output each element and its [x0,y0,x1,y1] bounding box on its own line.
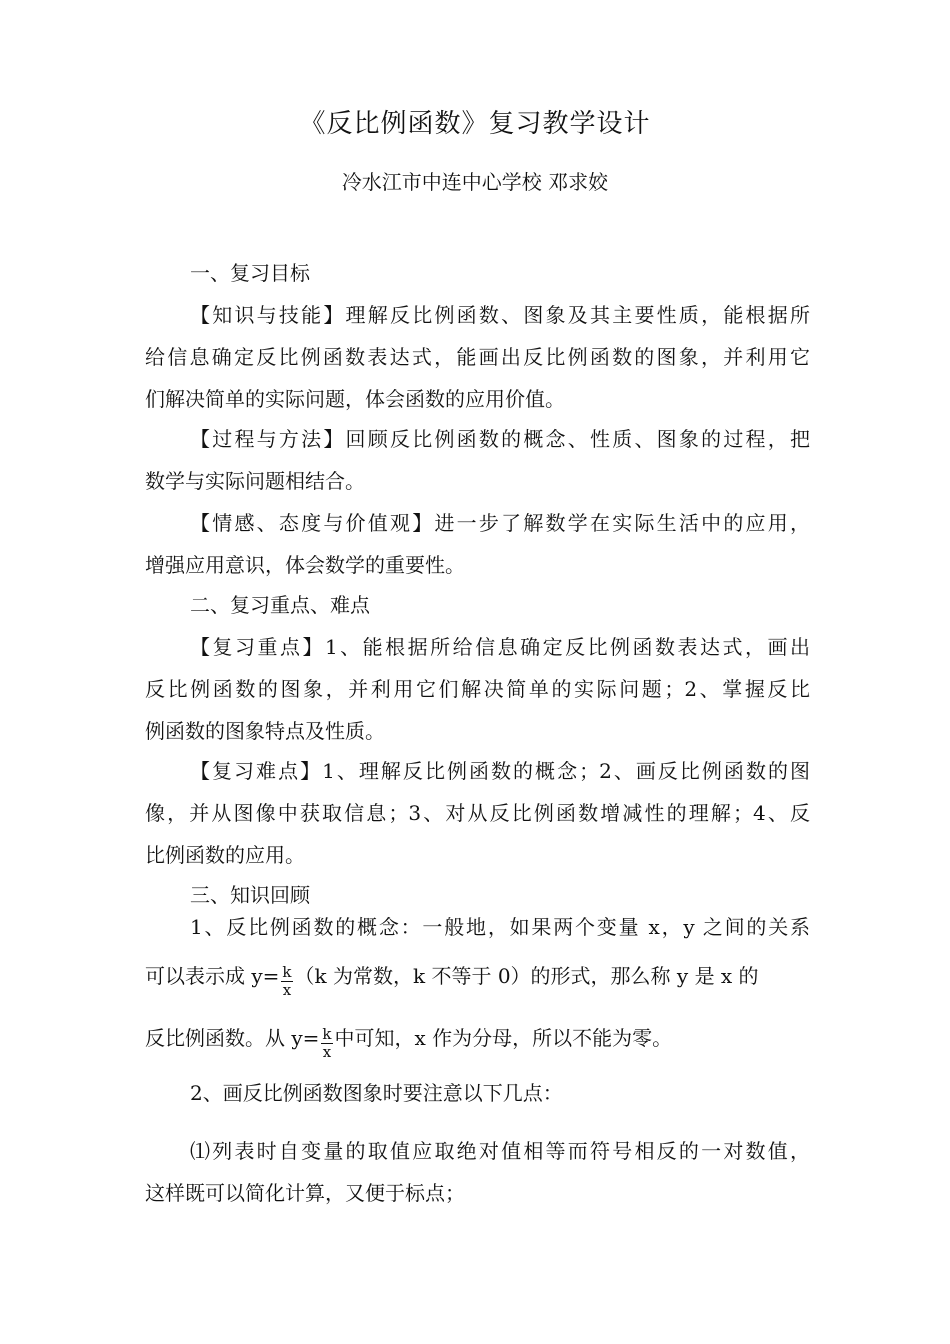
fraction-k-over-x-2 [321,1026,332,1061]
section-heading-review: 三、知识回顾 [190,883,310,907]
fraction-numerator-2: k [322,1025,332,1043]
point2-item1-line-1: ⑴列表时自变量的取值应取绝对值相等而符号相反的一对数值， [190,1139,810,1163]
document-author: 冷水江市中连中心学校 邓求姣 [341,170,609,194]
fraction-k-over-x [281,964,292,999]
fraction-denominator: x [282,981,292,999]
concept-line-3-prefix: 反比例函数。从 y= [145,1026,320,1050]
section-heading-key-points: 二、复习重点、难点 [190,593,370,617]
paragraph-process-line-2: 数学与实际问题相结合。 [145,469,365,493]
paragraph-key-line-3: 例函数的图象特点及性质。 [145,719,385,743]
point2-item1-line-2: 这样既可以简化计算，又便于标点； [145,1181,465,1205]
fraction-numerator: k [282,963,292,981]
document-title: 《反比例函数》复习教学设计 [299,109,651,139]
paragraph-emotion-line-1: 【情感、态度与价值观】进一步了解数学在实际生活中的应用， [190,511,810,535]
paragraph-difficulty-line-3: 比例函数的应用。 [145,843,305,867]
fraction-denominator-2: x [322,1043,332,1061]
paragraph-difficulty-line-1: 【复习难点】1、理解反比例函数的概念；2、画反比例函数的图 [190,759,810,783]
concept-line-3-suffix: 中可知，x 作为分母，所以不能为零。 [334,1026,673,1050]
concept-line-2-suffix: （k 为常数，k 不等于 0）的形式，那么称 y 是 x 的 [294,964,759,988]
concept-line-2-prefix: 可以表示成 y= [145,964,280,988]
paragraph-emotion-line-2: 增强应用意识，体会数学的重要性。 [145,553,465,577]
concept-line-3 [145,1022,810,1062]
paragraph-knowledge-line-2: 给信息确定反比例函数表达式，能画出反比例函数的图象，并利用它 [145,345,810,369]
paragraph-process-line-1: 【过程与方法】回顾反比例函数的概念、性质、图象的过程，把 [190,427,810,451]
concept-line-1: 1、反比例函数的概念：一般地，如果两个变量 x，y 之间的关系 [190,915,810,939]
paragraph-knowledge-line-1: 【知识与技能】理解反比例函数、图象及其主要性质，能根据所 [190,303,810,327]
concept-line-2 [145,960,810,1000]
section-heading-objectives: 一、复习目标 [190,261,310,285]
point2-heading: 2、画反比例函数图象时要注意以下几点： [190,1081,563,1105]
paragraph-knowledge-line-3: 们解决简单的实际问题，体会函数的应用价值。 [145,387,565,411]
paragraph-key-line-2: 反比例函数的图象，并利用它们解决简单的实际问题；2、掌握反比 [145,677,810,701]
paragraph-key-line-1: 【复习重点】1、能根据所给信息确定反比例函数表达式，画出 [190,635,810,659]
paragraph-difficulty-line-2: 像，并从图像中获取信息；3、对从反比例函数增减性的理解；4、反 [145,801,810,825]
